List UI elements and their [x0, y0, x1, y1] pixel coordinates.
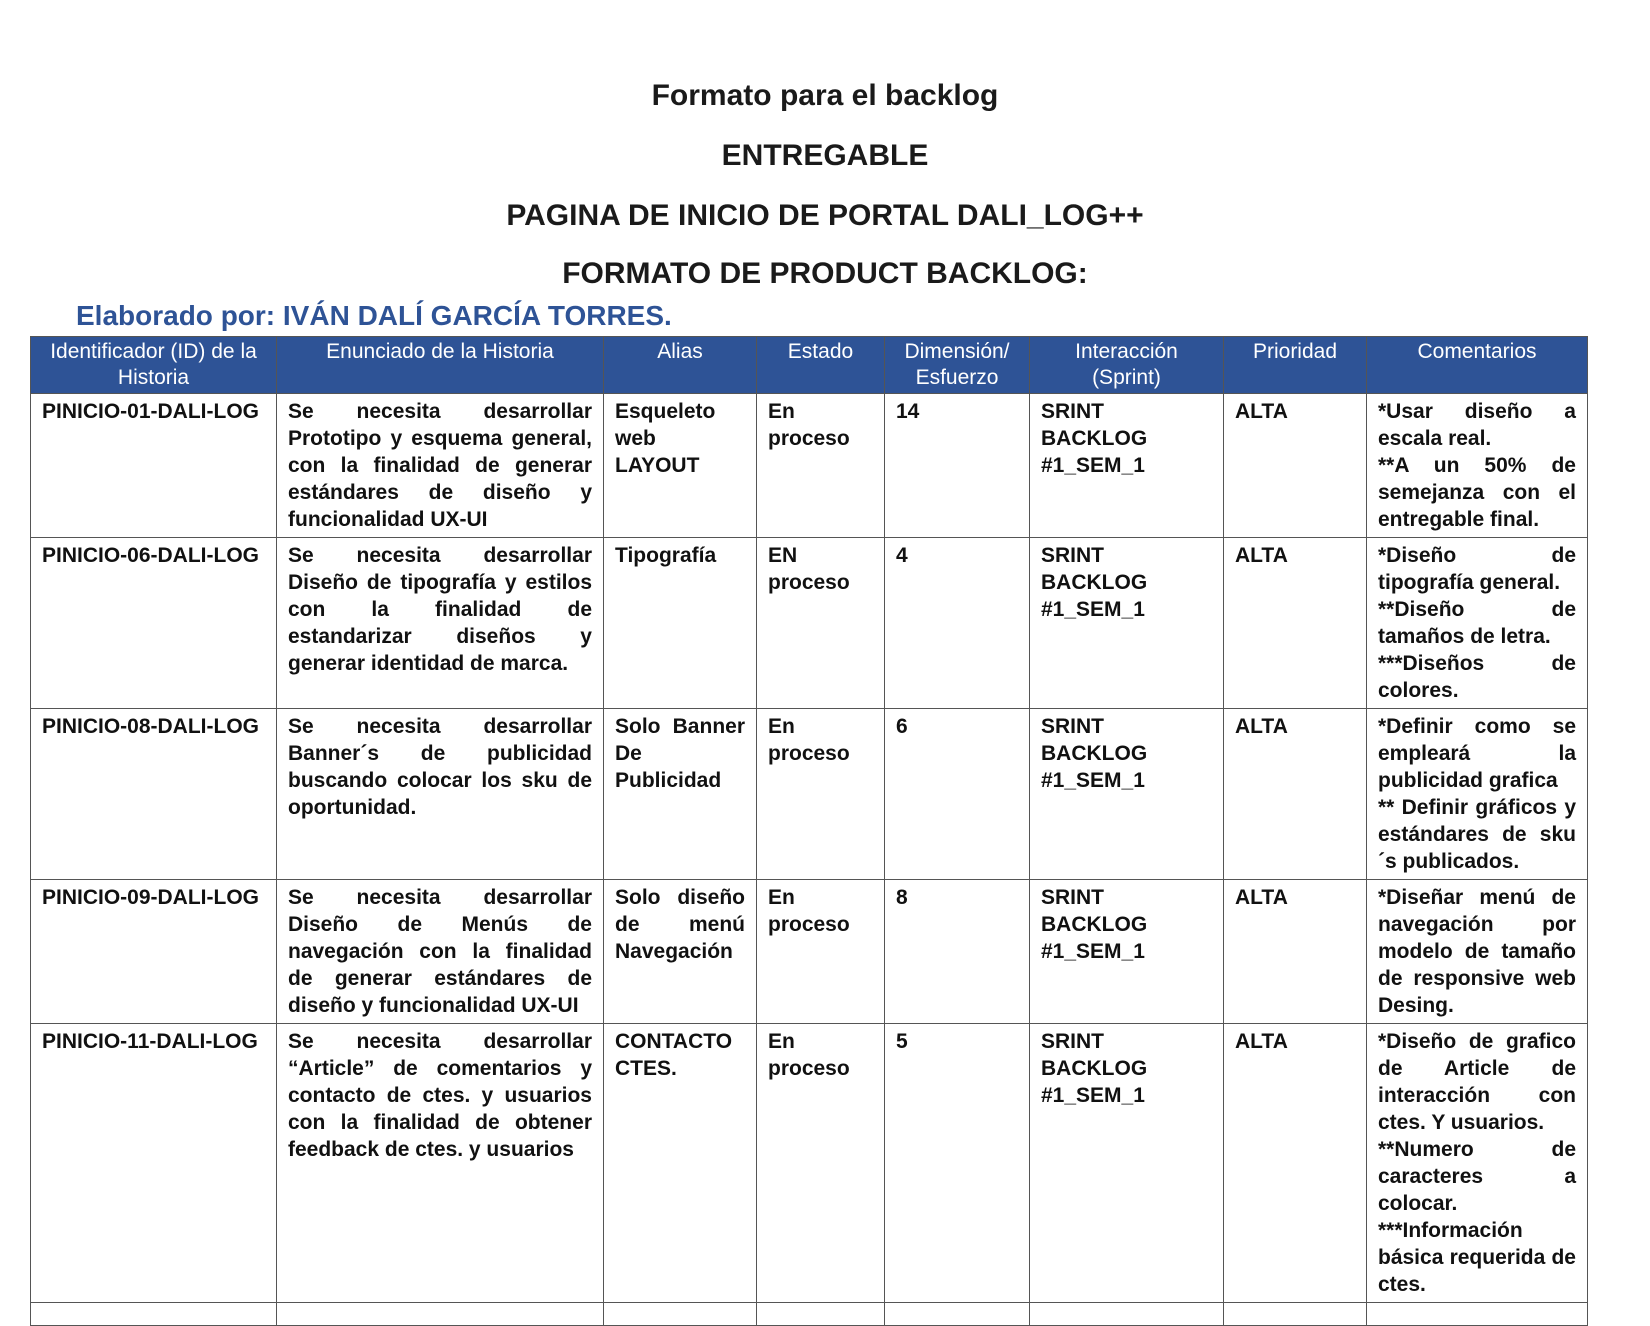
cell-id: PINICIO-08-DALI-LOG [31, 709, 277, 880]
header-story: Enunciado de la Historia [277, 337, 604, 394]
cell-alias: Solo Banner De Publicidad [604, 709, 757, 880]
cell-story: Se necesita desarrollar “Article” de comentarios y contacto de ctes. y usuarios con la finalidad de obtener feedback de ctes. y usuarios [277, 1024, 604, 1303]
cell-sprint: SRINT BACKLOG #1_SEM_1 [1030, 394, 1224, 538]
comment-line: ** Definir gráficos y estándares de sku´s publicados. [1378, 796, 1576, 873]
cell-alias: Esqueleto web LAYOUT [604, 394, 757, 538]
empty-cell [277, 1303, 604, 1326]
author-line: Elaborado por: IVÁN DALÍ GARCÍA TORRES. [76, 300, 672, 331]
cell-status: En proceso [757, 880, 885, 1024]
cell-priority: ALTA [1224, 538, 1367, 709]
cell-story: Se necesita desarrollar Prototipo y esquema general, con la finalidad de generar estándares de diseño y funcionalidad UX-UI [277, 394, 604, 538]
header-sprint: Interacción (Sprint) [1030, 337, 1224, 394]
comment-line: ***Información básica requerida de ctes. [1378, 1219, 1576, 1296]
header-priority: Prioridad [1224, 337, 1367, 394]
table-row [31, 538, 1588, 709]
document-subtitle-format: FORMATO DE PRODUCT BACKLOG: [562, 257, 1088, 290]
cell-id: PINICIO-09-DALI-LOG [31, 880, 277, 1024]
cell-comments [1367, 709, 1588, 880]
product-backlog-table [30, 336, 1588, 1326]
cell-effort: 14 [885, 394, 1030, 538]
header-alias: Alias [604, 337, 757, 394]
cell-sprint: SRINT BACKLOG #1_SEM_1 [1030, 709, 1224, 880]
cell-id: PINICIO-01-DALI-LOG [31, 394, 277, 538]
cell-id: PINICIO-11-DALI-LOG [31, 1024, 277, 1303]
document-title: Formato para el backlog [651, 79, 999, 112]
comment-line: **A un 50% de semejanza con el entregable final. [1378, 454, 1576, 531]
table-header-row [31, 337, 1588, 394]
cell-comments [1367, 880, 1588, 1024]
table-row [31, 394, 1588, 538]
empty-cell [604, 1303, 757, 1326]
cell-priority: ALTA [1224, 709, 1367, 880]
cell-effort: 8 [885, 880, 1030, 1024]
empty-cell [1224, 1303, 1367, 1326]
header-comments: Comentarios [1367, 337, 1588, 394]
cell-status: En proceso [757, 709, 885, 880]
cell-alias: Solo diseño de menú Navegación [604, 880, 757, 1024]
document-titles [0, 72, 1650, 296]
cell-alias: CONTACTO CTES. [604, 1024, 757, 1303]
cell-comments [1367, 538, 1588, 709]
header-status: Estado [757, 337, 885, 394]
cell-effort: 4 [885, 538, 1030, 709]
comment-line: ***Diseños de colores. [1378, 652, 1576, 702]
cell-priority: ALTA [1224, 1024, 1367, 1303]
table-row [31, 709, 1588, 880]
empty-cell [757, 1303, 885, 1326]
comment-line: **Numero de caracteres a colocar. [1378, 1138, 1576, 1215]
cell-alias: Tipografía [604, 538, 757, 709]
table-row-empty [31, 1303, 1588, 1326]
header-effort: Dimensión/ Esfuerzo [885, 337, 1030, 394]
document-subtitle-portal: PAGINA DE INICIO DE PORTAL DALI_LOG++ [506, 199, 1144, 232]
empty-cell [1030, 1303, 1224, 1326]
comment-line: **Diseño de tamaños de letra. [1378, 598, 1576, 648]
header-id: Identificador (ID) de la Historia [31, 337, 277, 394]
table-row [31, 880, 1588, 1024]
cell-comments [1367, 394, 1588, 538]
comment-line: *Definir como se empleará la publicidad grafica [1378, 715, 1576, 792]
cell-sprint: SRINT BACKLOG #1_SEM_1 [1030, 880, 1224, 1024]
cell-comments [1367, 1024, 1588, 1303]
empty-cell [1367, 1303, 1588, 1326]
empty-cell [31, 1303, 277, 1326]
cell-status: EN proceso [757, 538, 885, 709]
cell-story: Se necesita desarrollar Diseño de Menús de navegación con la finalidad de generar estándares de diseño y funcionalidad UX-UI [277, 880, 604, 1024]
cell-sprint: SRINT BACKLOG #1_SEM_1 [1030, 1024, 1224, 1303]
comment-line: *Diseñar menú de navegación por modelo de tamaño de responsive web Desing. [1378, 886, 1576, 1017]
cell-status: En proceso [757, 394, 885, 538]
cell-priority: ALTA [1224, 394, 1367, 538]
cell-id: PINICIO-06-DALI-LOG [31, 538, 277, 709]
comment-line: *Usar diseño a escala real. [1378, 400, 1576, 450]
cell-priority: ALTA [1224, 880, 1367, 1024]
comment-line: *Diseño de tipografía general. [1378, 544, 1576, 594]
cell-effort: 5 [885, 1024, 1030, 1303]
cell-story: Se necesita desarrollar Banner´s de publicidad buscando colocar los sku de oportunidad. [277, 709, 604, 880]
cell-effort: 6 [885, 709, 1030, 880]
comment-line: *Diseño de grafico de Article de interacción con ctes. Y usuarios. [1378, 1030, 1576, 1134]
document-subtitle-deliverable: ENTREGABLE [721, 139, 929, 172]
cell-story: Se necesita desarrollar Diseño de tipografía y estilos con la finalidad de estandarizar diseños y generar identidad de marca. [277, 538, 604, 709]
table-row [31, 1024, 1588, 1303]
cell-status: En proceso [757, 1024, 885, 1303]
cell-sprint: SRINT BACKLOG #1_SEM_1 [1030, 538, 1224, 709]
empty-cell [885, 1303, 1030, 1326]
